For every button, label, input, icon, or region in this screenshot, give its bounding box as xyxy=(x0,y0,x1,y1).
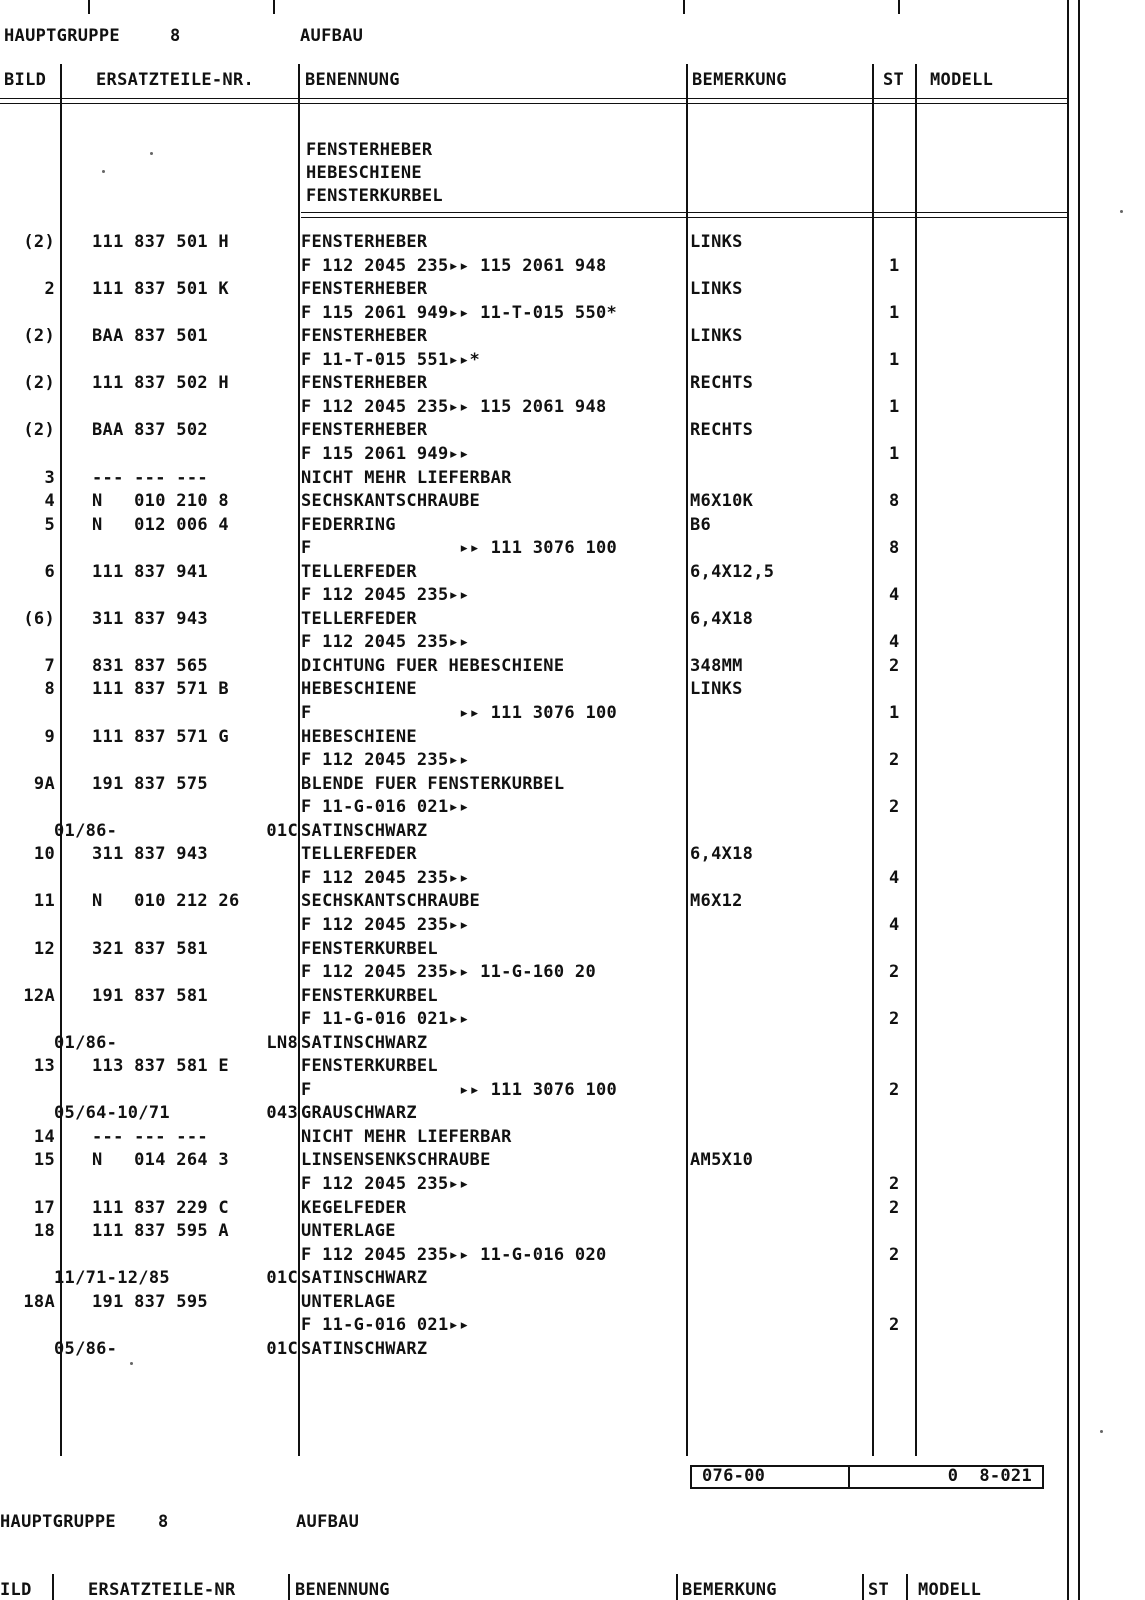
next-col-header-bild: ILD xyxy=(0,1580,32,1600)
row-benennung: F 112 2045 235▸▸ xyxy=(301,915,470,935)
row-benennung: FENSTERKURBEL xyxy=(301,986,438,1006)
col-separator-part xyxy=(298,64,300,1456)
next-col-header-ersatzteile: ERSATZTEILE-NR xyxy=(88,1580,236,1600)
row-date-range: 01/86- xyxy=(54,821,118,841)
row-part-number: 113 837 581 E xyxy=(92,1056,229,1076)
row-benennung: SECHSKANTSCHRAUBE xyxy=(301,491,481,511)
footer-page-number: 0 8-021 xyxy=(947,1466,1032,1486)
row-bemerkung: 6,4X18 xyxy=(690,609,754,629)
row-part-number: 311 837 943 xyxy=(92,844,208,864)
row-bild: 8 xyxy=(44,679,55,699)
col-separator-remark xyxy=(872,64,874,1456)
page-border-right-outer xyxy=(1078,0,1080,1600)
scan-speck xyxy=(1120,210,1123,213)
col-header-bild: BILD xyxy=(4,70,47,90)
row-benennung: FENSTERKURBEL xyxy=(301,939,438,959)
row-benennung: F 112 2045 235▸▸ xyxy=(301,750,470,770)
row-bild: 11 xyxy=(33,891,55,911)
row-part-number: 191 837 575 xyxy=(92,774,208,794)
col-separator-name xyxy=(686,64,688,1456)
row-bild: 9 xyxy=(44,727,55,747)
row-quantity: 2 xyxy=(889,1245,900,1265)
row-benennung: F ▸▸ 111 3076 100 xyxy=(301,1080,618,1100)
row-part-number: N 014 264 3 xyxy=(92,1150,229,1170)
row-bild: 12A xyxy=(23,986,55,1006)
row-bemerkung: 348MM xyxy=(690,656,743,676)
row-date-range: 01/86- xyxy=(54,1033,118,1053)
row-bild: 12 xyxy=(33,939,55,959)
footer-code-box xyxy=(690,1465,850,1489)
row-quantity: 8 xyxy=(889,491,900,511)
row-part-number: BAA 837 501 xyxy=(92,326,208,346)
row-benennung: FENSTERHEBER xyxy=(301,326,428,346)
row-benennung: F ▸▸ 111 3076 100 xyxy=(301,703,618,723)
row-quantity: 2 xyxy=(889,656,900,676)
row-benennung: DICHTUNG FUER HEBESCHIENE xyxy=(301,656,565,676)
row-quantity: 4 xyxy=(889,915,900,935)
row-bild: 10 xyxy=(33,844,55,864)
row-bild: 7 xyxy=(44,656,55,676)
row-benennung: NICHT MEHR LIEFERBAR xyxy=(301,468,512,488)
row-benennung: FENSTERHEBER xyxy=(301,232,428,252)
row-color-code: 01C xyxy=(266,1339,298,1359)
row-benennung: F 11-G-016 021▸▸ xyxy=(301,1009,470,1029)
row-benennung: F 112 2045 235▸▸ 115 2061 948 xyxy=(301,397,607,417)
col-header-ersatzteile: ERSATZTEILE-NR. xyxy=(96,70,255,90)
row-date-range: 05/86- xyxy=(54,1339,118,1359)
row-quantity: 1 xyxy=(889,303,900,323)
row-quantity: 1 xyxy=(889,703,900,723)
row-part-number: N 010 212 26 xyxy=(92,891,240,911)
row-bild: (2) xyxy=(23,326,55,346)
row-quantity: 1 xyxy=(889,444,900,464)
row-part-number: --- --- --- xyxy=(92,468,208,488)
row-bild: 13 xyxy=(33,1056,55,1076)
section-title: FENSTERKURBEL xyxy=(306,186,443,206)
next-col-header-benennung: BENENNUNG xyxy=(295,1580,390,1600)
row-part-number: N 010 210 8 xyxy=(92,491,229,511)
row-quantity: 4 xyxy=(889,585,900,605)
row-bemerkung: LINKS xyxy=(690,326,743,346)
footer-code: 076-00 xyxy=(702,1466,766,1486)
row-quantity: 1 xyxy=(889,350,900,370)
row-bild: 5 xyxy=(44,515,55,535)
section-title: HEBESCHIENE xyxy=(306,163,422,183)
row-benennung: F 112 2045 235▸▸ xyxy=(301,1174,470,1194)
row-bemerkung: M6X10K xyxy=(690,491,754,511)
col-header-bemerkung: BEMERKUNG xyxy=(692,70,787,90)
row-benennung: KEGELFEDER xyxy=(301,1198,407,1218)
row-part-number: 111 837 229 C xyxy=(92,1198,229,1218)
row-bemerkung: M6X12 xyxy=(690,891,743,911)
next-col-separator xyxy=(52,1574,54,1600)
row-part-number: 111 837 571 B xyxy=(92,679,229,699)
row-bild: (2) xyxy=(23,420,55,440)
row-benennung: F 112 2045 235▸▸ xyxy=(301,585,470,605)
row-bild: 15 xyxy=(33,1150,55,1170)
next-group-name: AUFBAU xyxy=(296,1512,360,1532)
section-title: FENSTERHEBER xyxy=(306,140,433,160)
next-col-header-bemerkung: BEMERKUNG xyxy=(682,1580,777,1600)
next-col-header-modell: MODELL xyxy=(918,1580,982,1600)
row-benennung: FENSTERHEBER xyxy=(301,420,428,440)
row-quantity: 1 xyxy=(889,256,900,276)
row-benennung: FEDERRING xyxy=(301,515,396,535)
row-quantity: 4 xyxy=(889,868,900,888)
row-quantity: 1 xyxy=(889,397,900,417)
next-col-separator xyxy=(676,1574,678,1600)
row-benennung: UNTERLAGE xyxy=(301,1292,396,1312)
row-bild: (2) xyxy=(23,373,55,393)
row-quantity: 8 xyxy=(889,538,900,558)
row-benennung: F 112 2045 235▸▸ xyxy=(301,868,470,888)
row-bemerkung: 6,4X12,5 xyxy=(690,562,775,582)
row-benennung: TELLERFEDER xyxy=(301,609,417,629)
row-bild: 4 xyxy=(44,491,55,511)
section-rule xyxy=(301,212,1067,218)
row-benennung: FENSTERHEBER xyxy=(301,279,428,299)
row-bemerkung: LINKS xyxy=(690,232,743,252)
row-benennung: F 112 2045 235▸▸ 11-G-016 020 xyxy=(301,1245,607,1265)
row-part-number: 111 837 502 H xyxy=(92,373,229,393)
row-bemerkung: AM5X10 xyxy=(690,1150,754,1170)
row-bild: 18 xyxy=(33,1221,55,1241)
row-quantity: 2 xyxy=(889,1198,900,1218)
row-bild: (6) xyxy=(23,609,55,629)
row-part-number: N 012 006 4 xyxy=(92,515,229,535)
header-rule xyxy=(0,98,1067,104)
next-col-separator xyxy=(288,1574,290,1600)
scan-speck xyxy=(102,170,105,173)
row-benennung: SATINSCHWARZ xyxy=(301,1339,428,1359)
scan-speck xyxy=(150,152,153,155)
row-bild: 9A xyxy=(33,774,55,794)
row-part-number: 111 837 595 A xyxy=(92,1221,229,1241)
row-bild: 18A xyxy=(23,1292,55,1312)
top-tick xyxy=(683,0,685,14)
group-name: AUFBAU xyxy=(300,26,364,46)
row-part-number: 311 837 943 xyxy=(92,609,208,629)
row-quantity: 2 xyxy=(889,797,900,817)
top-tick xyxy=(88,0,90,14)
col-separator-st xyxy=(915,64,917,1456)
row-part-number: --- --- --- xyxy=(92,1127,208,1147)
row-benennung: LINSENSENKSCHRAUBE xyxy=(301,1150,491,1170)
group-number: 8 xyxy=(170,26,181,46)
row-benennung: GRAUSCHWARZ xyxy=(301,1103,417,1123)
row-benennung: F ▸▸ 111 3076 100 xyxy=(301,538,618,558)
row-date-range: 11/71-12/85 xyxy=(54,1268,170,1288)
top-tick xyxy=(898,0,900,14)
top-tick xyxy=(273,0,275,14)
row-benennung: BLENDE FUER FENSTERKURBEL xyxy=(301,774,565,794)
row-benennung: NICHT MEHR LIEFERBAR xyxy=(301,1127,512,1147)
row-part-number: 191 837 595 xyxy=(92,1292,208,1312)
row-bemerkung: LINKS xyxy=(690,279,743,299)
row-benennung: F 112 2045 235▸▸ xyxy=(301,632,470,652)
row-bild: 14 xyxy=(33,1127,55,1147)
row-benennung: TELLERFEDER xyxy=(301,844,417,864)
col-header-modell: MODELL xyxy=(930,70,994,90)
row-benennung: HEBESCHIENE xyxy=(301,727,417,747)
row-part-number: 111 837 501 H xyxy=(92,232,229,252)
row-bemerkung: B6 xyxy=(690,515,712,535)
row-part-number: 321 837 581 xyxy=(92,939,208,959)
row-benennung: F 112 2045 235▸▸ 115 2061 948 xyxy=(301,256,607,276)
col-header-st: ST xyxy=(883,70,905,90)
row-benennung: SATINSCHWARZ xyxy=(301,1268,428,1288)
row-bemerkung: RECHTS xyxy=(690,373,754,393)
row-part-number: 831 837 565 xyxy=(92,656,208,676)
row-quantity: 2 xyxy=(889,1174,900,1194)
row-benennung: SATINSCHWARZ xyxy=(301,1033,428,1053)
row-benennung: SATINSCHWARZ xyxy=(301,821,428,841)
row-color-code: 01C xyxy=(266,821,298,841)
row-bild: (2) xyxy=(23,232,55,252)
row-benennung: FENSTERHEBER xyxy=(301,373,428,393)
row-benennung: SECHSKANTSCHRAUBE xyxy=(301,891,481,911)
row-part-number: BAA 837 502 xyxy=(92,420,208,440)
next-col-separator xyxy=(862,1574,864,1600)
row-benennung: F 112 2045 235▸▸ 11-G-160 20 xyxy=(301,962,596,982)
row-bild: 3 xyxy=(44,468,55,488)
row-quantity: 2 xyxy=(889,1080,900,1100)
row-color-code: LN8 xyxy=(266,1033,298,1053)
row-benennung: F 11-G-016 021▸▸ xyxy=(301,797,470,817)
row-benennung: F 11-G-016 021▸▸ xyxy=(301,1315,470,1335)
row-bild: 2 xyxy=(44,279,55,299)
row-quantity: 2 xyxy=(889,962,900,982)
row-quantity: 2 xyxy=(889,750,900,770)
row-part-number: 111 837 571 G xyxy=(92,727,229,747)
footer-page-box xyxy=(846,1465,1044,1489)
row-benennung: F 11-T-015 551▸▸* xyxy=(301,350,481,370)
row-benennung: F 115 2061 949▸▸ xyxy=(301,444,470,464)
scan-speck xyxy=(130,1362,133,1365)
row-benennung: F 115 2061 949▸▸ 11-T-015 550* xyxy=(301,303,618,323)
row-bemerkung: 6,4X18 xyxy=(690,844,754,864)
row-part-number: 111 837 941 xyxy=(92,562,208,582)
page-border-right xyxy=(1067,0,1069,1600)
row-date-range: 05/64-10/71 xyxy=(54,1103,170,1123)
row-bild: 6 xyxy=(44,562,55,582)
next-group-label: HAUPTGRUPPE xyxy=(0,1512,116,1532)
row-benennung: UNTERLAGE xyxy=(301,1221,396,1241)
col-separator-bild xyxy=(60,64,62,1456)
next-col-separator xyxy=(906,1574,908,1600)
row-color-code: 043 xyxy=(266,1103,298,1123)
row-quantity: 4 xyxy=(889,632,900,652)
row-benennung: HEBESCHIENE xyxy=(301,679,417,699)
scan-speck xyxy=(1100,1430,1103,1433)
col-header-benennung: BENENNUNG xyxy=(305,70,400,90)
row-color-code: 01C xyxy=(266,1268,298,1288)
row-benennung: TELLERFEDER xyxy=(301,562,417,582)
next-group-number: 8 xyxy=(158,1512,169,1532)
next-col-header-st: ST xyxy=(868,1580,890,1600)
row-quantity: 2 xyxy=(889,1315,900,1335)
row-bemerkung: LINKS xyxy=(690,679,743,699)
group-label: HAUPTGRUPPE xyxy=(4,26,120,46)
row-benennung: FENSTERKURBEL xyxy=(301,1056,438,1076)
row-part-number: 111 837 501 K xyxy=(92,279,229,299)
row-bemerkung: RECHTS xyxy=(690,420,754,440)
row-part-number: 191 837 581 xyxy=(92,986,208,1006)
row-quantity: 2 xyxy=(889,1009,900,1029)
row-bild: 17 xyxy=(33,1198,55,1218)
